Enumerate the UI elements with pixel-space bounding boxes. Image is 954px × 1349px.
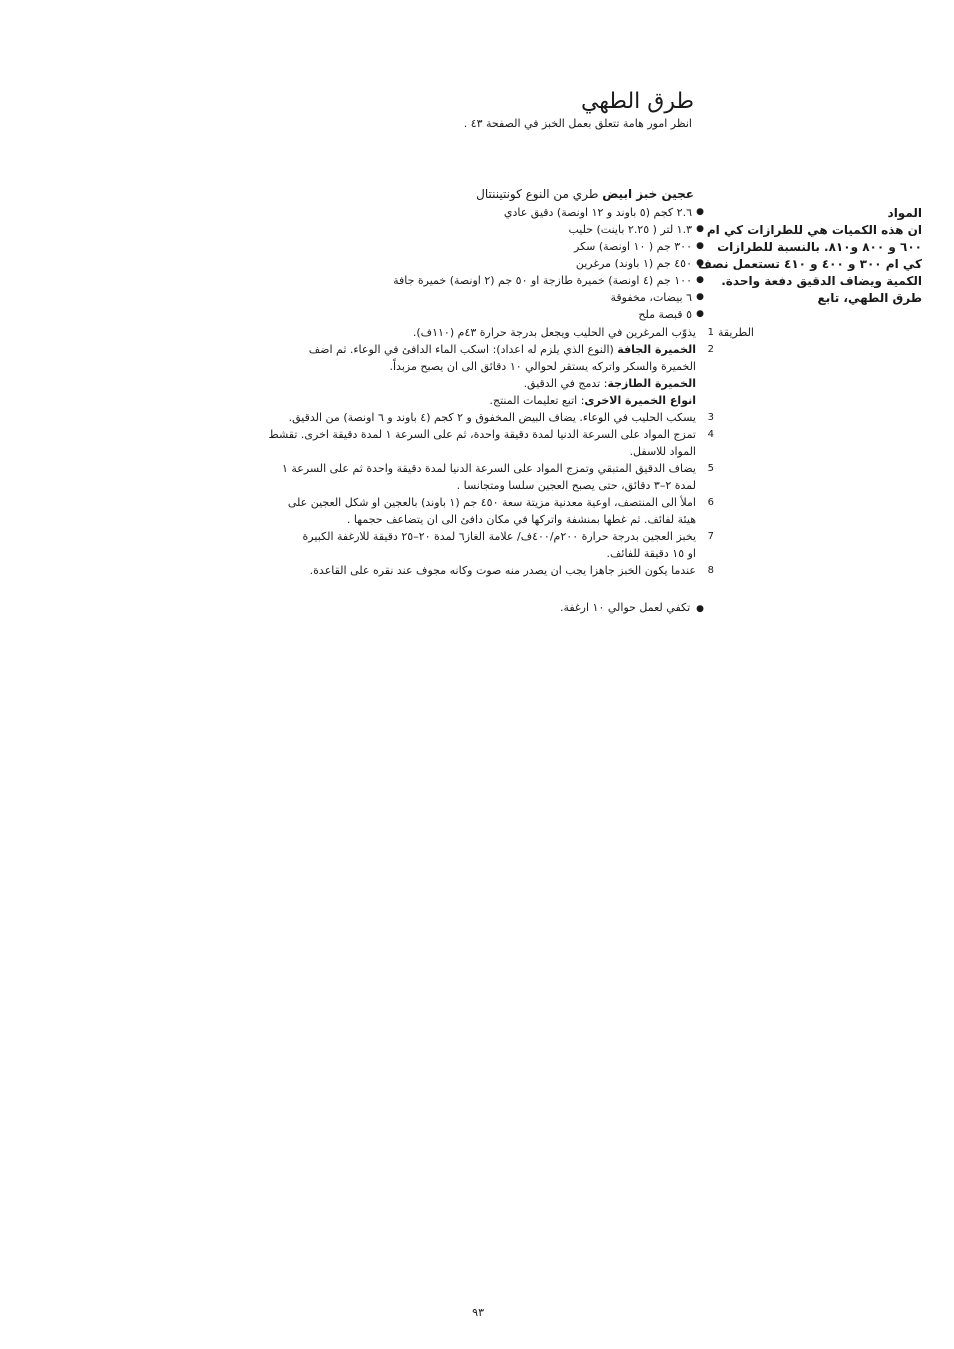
step-line: يخبز العجين بدرجة حرارة ٢٠٠م/٤٠٠ف/ علامة الغاز٦ لمدة ٢٠–٢٥ دقيقة للارغفة الكبيرة: [302, 530, 696, 543]
step-line: تمزج المواد على السرعة الدنيا لمدة دقيقة واحدة، ثم على السرعة ١ لمدة دقيقة اخرى. تقشط: [268, 428, 696, 441]
note-line: ان هذه الكميات هي للطرازات كي ام: [706, 223, 922, 237]
step-number: 3: [707, 412, 714, 423]
step-number: 2: [707, 344, 714, 355]
step-1: [244, 324, 714, 341]
step-line: [244, 375, 696, 392]
step-number: 7: [707, 531, 714, 542]
step-line: [244, 392, 696, 409]
step-bold: انواع الخميرة الاخرى: [584, 394, 696, 407]
page-title: طرق الطهي: [580, 89, 694, 114]
step-5: [244, 460, 714, 494]
step-2: [244, 341, 714, 375]
ingredient-item: ● ٢.٦ كجم (٥ باوند و ١٢ اونصة) دقيق عادي: [284, 204, 704, 221]
page-subtitle: انظر امور هامة تتعلق بعمل الخبز في الصفحة ٤٣ .: [463, 117, 692, 130]
step-number: 1: [707, 327, 714, 338]
step-text: : تدمج في الدقيق.: [523, 377, 608, 390]
recipe-title-bold: عجين خبز ابيض: [602, 187, 694, 201]
step-line: يضاف الدقيق المتبقي وتمزج المواد على السرعة الدنيا لمدة دقيقة واحدة ثم على السرعة ١: [281, 462, 696, 475]
step-7: [244, 528, 714, 562]
page-number: ٩٣: [472, 1306, 484, 1319]
step-line: المواد للاسفل.: [629, 445, 696, 458]
step-number: 5: [707, 463, 714, 474]
ingredient-item: ● ٥ قبصة ملح: [284, 306, 704, 323]
note-line: الكمية ويضاف الدقيق دفعة واحدة.: [721, 274, 922, 288]
step-line: لمدة ٢–٣ دقائق، حتى يصبح العجين سلسا ومتجانسا .: [456, 479, 696, 492]
step-2-other-yeast: [244, 392, 714, 409]
note-line: طرق الطهي، تابع: [817, 291, 922, 305]
yield-tip: [560, 600, 704, 617]
ingredients-label: المواد: [887, 206, 922, 220]
step-2-fresh-yeast: [244, 375, 714, 392]
recipe-title-rest: طري من النوع كونتيننتال: [476, 187, 603, 201]
step-number: 8: [707, 565, 714, 576]
step-3: [244, 409, 714, 426]
method-label: الطريقة: [717, 326, 754, 339]
recipe-title: [476, 186, 694, 202]
step-line: الخميرة والسكر واتركه يستقر لحوالي ١٠ دقائق الى ان يصبح مزبداً.: [389, 360, 696, 373]
note-line: كي ام ٣٠٠ و ٤٠٠ و ٤١٠ تستعمل نصف: [697, 257, 922, 271]
step-text: : اتبع تعليمات المنتج.: [489, 394, 585, 407]
step-line: او ١٥ دقيقة للفائف.: [606, 547, 696, 560]
model-quantity-note: [697, 222, 922, 307]
ingredient-item: ● ١.٣ لتر ( ٢.٢٥ باينت) حليب: [284, 221, 704, 238]
bullet-icon: ●: [696, 604, 704, 614]
ingredient-item: ● ١٠٠ جم (٤ اونصة) خميرة طازجة او ٥٠ جم (٢ اونصة) خميرة جافة: [284, 272, 704, 289]
step-text: (النوع الذي يلزم له اعداد): اسكب الماء الدافئ في الوعاء. ثم اضف: [308, 343, 618, 356]
step-line: [244, 341, 696, 358]
method-steps: [244, 324, 714, 579]
sidebar-notes: [697, 205, 922, 307]
step-line: يسكب الحليب في الوعاء. يضاف البيض المخفوق و ٢ كجم (٤ باوند و ٦ اونصة) من الدقيق.: [288, 411, 696, 424]
step-line: هيئة لفائف. ثم غطها بمنشفة واتركها في مكان دافئ الى ان يتضاعف حجمها .: [346, 513, 696, 526]
step-8: [244, 562, 714, 579]
step-line: املأ الى المنتصف، اوعية معدنية مزيتة سعة ٤٥٠ جم (١ باوند) بالعجين او شكل العجين على: [287, 496, 696, 509]
step-number: 4: [707, 429, 714, 440]
step-bold: الخميرة الجافة: [617, 343, 696, 356]
step-number: 6: [707, 497, 714, 508]
step-line: عندما يكون الخبز جاهزا يجب ان يصدر منه صوت وكانه مجوف عند نقره على القاعدة.: [309, 564, 696, 577]
tip-text: تكفي لعمل حوالي ١٠ ارغفة.: [559, 601, 691, 614]
step-4: [244, 426, 714, 460]
ingredient-item: ● ٦ بيضات، مخفوقة: [284, 289, 704, 306]
ingredients-list: [284, 204, 704, 323]
step-6: [244, 494, 714, 528]
step-bold: الخميرة الطازجة: [607, 377, 696, 390]
step-line: يذوّب المرغرين في الحليب ويجعل بدرجة حرارة ٤٣م (١١٠ف).: [412, 326, 696, 339]
ingredient-item: ● ٣٠٠ جم ( ١٠ اونصة) سكر: [284, 238, 704, 255]
note-line: ٦٠٠ و ٨٠٠ و٨١٠. بالنسبة للطرازات: [717, 240, 922, 254]
ingredient-item: ● ٤٥٠ جم (١ باوند) مرغرين: [284, 255, 704, 272]
